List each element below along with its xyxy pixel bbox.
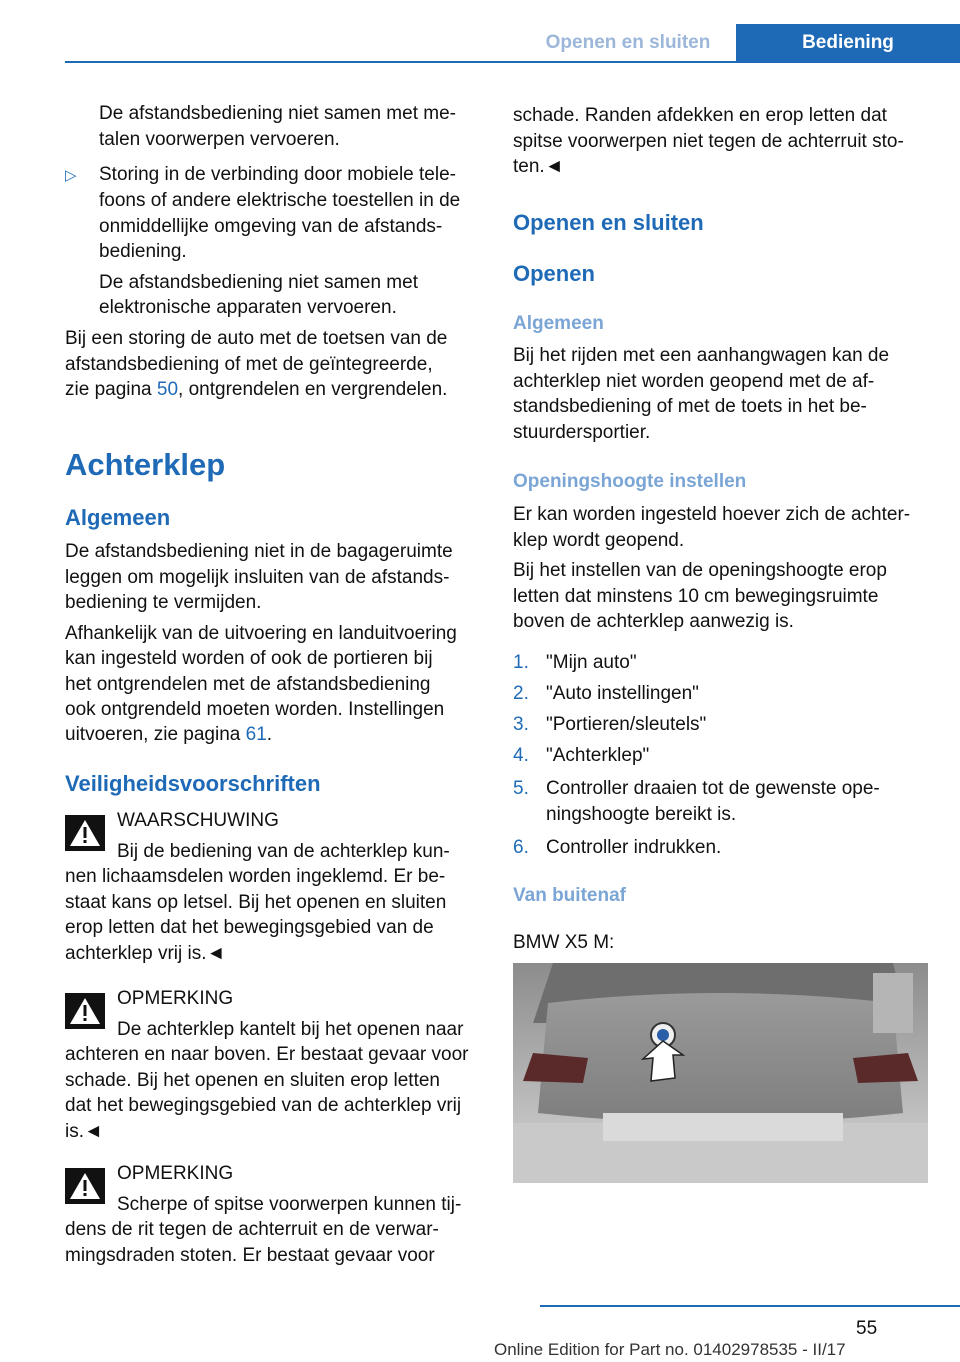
- step-text: ningshoogte bereikt is.: [546, 804, 737, 825]
- warning-triangle-icon: [65, 1168, 105, 1204]
- step-number: 2.: [513, 683, 529, 704]
- heading-openen-en-sluiten: Openen en sluiten: [513, 210, 704, 235]
- page-link-50[interactable]: 50: [156, 379, 179, 400]
- text-line: Er kan worden ingesteld hoever zich de achter-: [513, 504, 911, 525]
- text-line: De achterklep kantelt bij het openen naar: [117, 1019, 464, 1040]
- text-line: leggen om mogelijk insluiten van de afstands-: [65, 567, 450, 588]
- text-line: De afstandsbediening niet samen met me-: [99, 103, 456, 124]
- step-number: 1.: [513, 652, 529, 673]
- step-number: 6.: [513, 837, 529, 858]
- step-text: "Mijn auto": [546, 652, 637, 673]
- note-title: OPMERKING: [117, 1163, 234, 1184]
- text-line: onmiddellijke omgeving van de afstands-: [99, 216, 443, 237]
- heading-algemeen: Algemeen: [513, 313, 604, 334]
- edition-note: Online Edition for Part no. 01402978535 - II/17: [494, 1340, 846, 1359]
- text-line: achterklep vrij is.◄: [65, 943, 226, 964]
- text-line: Bij het instellen van de openingshoogte erop: [513, 560, 887, 581]
- car-rear-illustration: [513, 963, 928, 1183]
- text-line: Scherpe of spitse voorwerpen kunnen tij-: [117, 1194, 462, 1215]
- text-span: .: [266, 724, 273, 745]
- text-line: achteren en naar boven. Er bestaat gevaar voor: [65, 1044, 469, 1065]
- text-line: kan ingesteld worden of ook de portieren bij: [65, 648, 433, 669]
- text-line: Afhankelijk van de uitvoering en landuitvoering: [65, 623, 457, 644]
- text-line: achterklep niet worden geopend met de af-: [513, 371, 875, 392]
- text-line: De afstandsbediening niet in de bagageruimte: [65, 541, 453, 562]
- step-number: 4.: [513, 745, 529, 766]
- text-span: uitvoeren, zie pagina: [65, 724, 246, 745]
- text-line: dens de rit tegen de achterruit en de verwar-: [65, 1219, 439, 1240]
- step-text: Controller draaien tot de gewenste ope-: [546, 778, 880, 799]
- running-header-chapter-tab: Bediening: [736, 24, 960, 63]
- page-link-61[interactable]: 61: [245, 724, 267, 745]
- text-line: standsbediening of met de toets in het be-: [513, 396, 867, 417]
- text-line: erop letten dat het bewegingsgebied van de: [65, 917, 434, 938]
- text-line: Storing in de verbinding door mobiele tele-: [99, 164, 456, 185]
- text-line: het ontgrendelen met de afstandsbediening: [65, 674, 431, 695]
- footer-rule: [540, 1305, 960, 1307]
- text-line: ook ontgrendeld moeten worden. Instellingen: [65, 699, 445, 720]
- heading-achterklep: Achterklep: [65, 447, 226, 482]
- step-text: "Portieren/sleutels": [546, 714, 707, 735]
- text-line: mingsdraden stoten. Er bestaat gevaar voor: [65, 1245, 435, 1266]
- text-line: Bij een storing de auto met de toetsen van de: [65, 328, 448, 349]
- heading-algemeen: Algemeen: [65, 505, 171, 530]
- text-line: BMW X5 M:: [513, 932, 615, 953]
- tailgate-photo: [513, 963, 928, 1183]
- text-line: staat kans op letsel. Bij het openen en sluiten: [65, 892, 447, 913]
- text-span: zie pagina: [65, 379, 157, 400]
- text-line: stuurdersportier.: [513, 422, 651, 443]
- page-number: 55: [856, 1318, 878, 1339]
- step-text: "Achterklep": [546, 745, 650, 766]
- heading-van-buitenaf: Van buitenaf: [513, 885, 626, 906]
- warning-title: WAARSCHUWING: [117, 810, 279, 831]
- triangle-bullet-icon: ▷: [65, 167, 77, 184]
- note-title: OPMERKING: [117, 988, 234, 1009]
- text-line: talen voorwerpen vervoeren.: [99, 129, 340, 150]
- step-text: Controller indrukken.: [546, 837, 722, 858]
- text-line: is.◄: [65, 1121, 103, 1142]
- text-line: Bij het rijden met een aanhangwagen kan de: [513, 345, 890, 366]
- text-line: letten dat minstens 10 cm bewegingsruimte: [513, 586, 879, 607]
- text-line: bediening.: [99, 241, 187, 262]
- text-span: , ontgrendelen en vergrendelen.: [178, 379, 448, 400]
- text-line: elektronische apparaten vervoeren.: [99, 297, 397, 318]
- heading-openen: Openen: [513, 261, 595, 286]
- running-header-section: Openen en sluiten: [545, 32, 711, 53]
- text-line: foons of andere elektrische toestellen in de: [99, 190, 461, 211]
- text-line: klep wordt geopend.: [513, 530, 685, 551]
- text-line: De afstandsbediening niet samen met: [99, 272, 418, 293]
- text-line: schade. Randen afdekken en erop letten dat: [513, 105, 887, 126]
- text-line: nen lichaamsdelen worden ingeklemd. Er be-: [65, 866, 446, 887]
- text-line: schade. Bij het openen en sluiten erop letten: [65, 1070, 440, 1091]
- text-line: Bij de bediening van de achterklep kun-: [117, 841, 450, 862]
- step-text: "Auto instellingen": [546, 683, 699, 704]
- warning-triangle-icon: [65, 993, 105, 1029]
- text-line: afstandsbediening of met de geïntegreerde,: [65, 354, 433, 375]
- step-number: 5.: [513, 778, 529, 799]
- text-line: [65, 722, 272, 748]
- text-line: [65, 377, 447, 403]
- heading-veiligheidsvoorschriften: Veiligheidsvoorschriften: [65, 771, 321, 796]
- header-rule: [65, 61, 960, 63]
- text-line: ten.◄: [513, 156, 564, 177]
- text-line: dat het bewegingsgebied van de achterklep vrij: [65, 1095, 462, 1116]
- warning-triangle-icon: [65, 815, 105, 851]
- text-line: boven de achterklep aanwezig is.: [513, 611, 794, 632]
- heading-openingshoogte-instellen: Openingshoogte instellen: [513, 471, 747, 492]
- step-number: 3.: [513, 714, 529, 735]
- text-line: spitse voorwerpen niet tegen de achterruit sto-: [513, 131, 904, 152]
- text-line: bediening te vermijden.: [65, 592, 262, 613]
